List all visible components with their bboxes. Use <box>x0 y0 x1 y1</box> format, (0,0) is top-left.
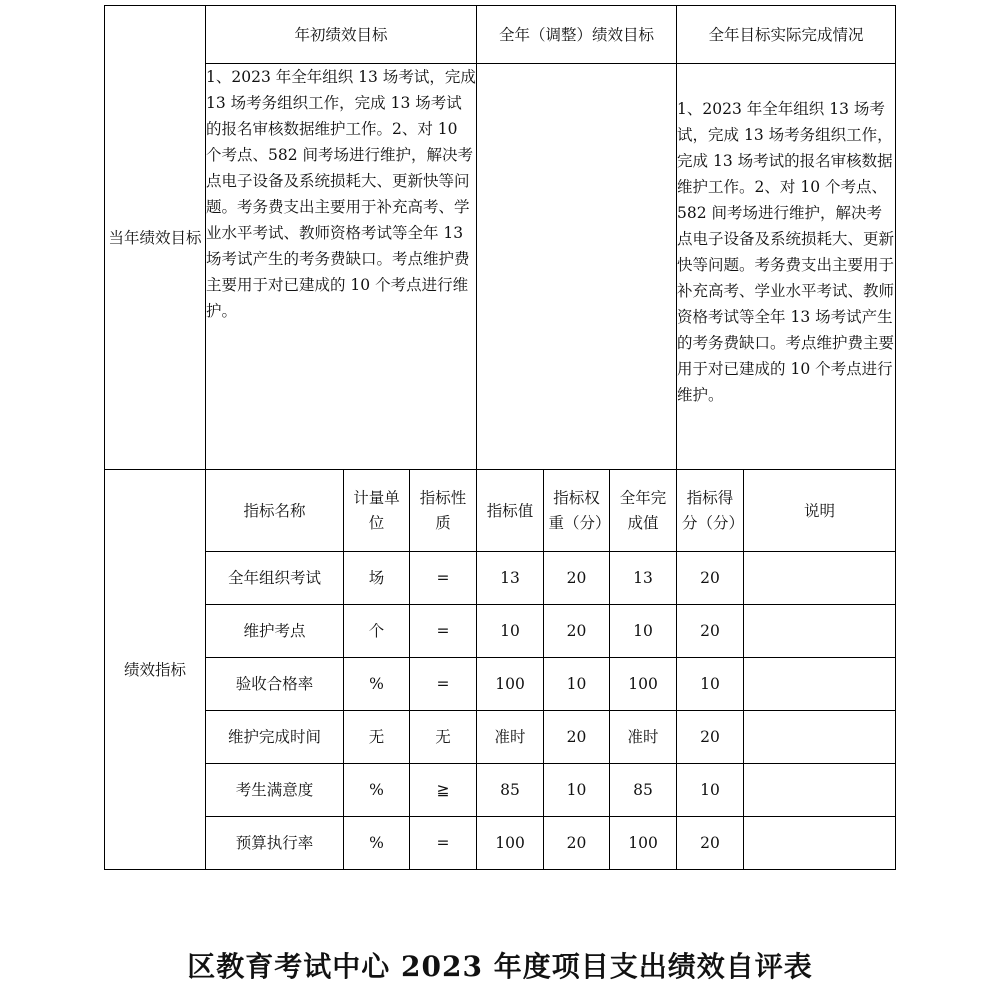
indicator-value: 100 <box>477 817 544 870</box>
indicator-note <box>744 711 896 764</box>
indicator-nature: = <box>410 605 477 658</box>
indicator-name: 维护考点 <box>206 605 344 658</box>
indicator-score: 10 <box>677 764 744 817</box>
indicator-nature: ≧ <box>410 764 477 817</box>
indicator-score: 10 <box>677 658 744 711</box>
indicator-note <box>744 817 896 870</box>
indicator-unit: 无 <box>344 711 410 764</box>
indicator-note <box>744 658 896 711</box>
indicator-note <box>744 605 896 658</box>
page-title: 区教育考试中心 2023 年度项目支出绩效自评表 <box>187 950 813 983</box>
table-row <box>105 764 896 817</box>
header-actual <box>610 470 677 552</box>
indicators-row-label: 绩效指标 <box>105 470 206 870</box>
indicator-actual: 85 <box>610 764 677 817</box>
indicator-actual: 13 <box>610 552 677 605</box>
indicator-score: 20 <box>677 817 744 870</box>
indicator-name: 预算执行率 <box>206 817 344 870</box>
header-nature-text: 指标性质 <box>419 488 467 532</box>
header-actual-text: 全年完成值 <box>619 488 667 532</box>
indicator-name: 全年组织考试 <box>206 552 344 605</box>
header-score <box>677 470 744 552</box>
indicator-score: 20 <box>677 605 744 658</box>
adjusted-goal-text <box>477 64 677 470</box>
header-score-text: 指标得分（分） <box>682 488 745 532</box>
indicator-actual: 准时 <box>610 711 677 764</box>
indicator-name: 考生满意度 <box>206 764 344 817</box>
indicator-weight: 20 <box>544 817 610 870</box>
table-row <box>105 658 896 711</box>
indicator-nature: = <box>410 817 477 870</box>
header-value: 指标值 <box>477 470 544 552</box>
header-weight <box>544 470 610 552</box>
indicator-weight: 20 <box>544 711 610 764</box>
indicator-actual: 10 <box>610 605 677 658</box>
indicator-unit: 个 <box>344 605 410 658</box>
indicator-note <box>744 764 896 817</box>
indicator-value: 10 <box>477 605 544 658</box>
indicator-weight: 10 <box>544 658 610 711</box>
table-row <box>105 817 896 870</box>
actual-completion-header: 全年目标实际完成情况 <box>677 6 896 64</box>
table-row <box>105 552 896 605</box>
header-indicator-name: 指标名称 <box>206 470 344 552</box>
indicator-weight: 10 <box>544 764 610 817</box>
adjusted-goal-header: 全年（调整）绩效目标 <box>477 6 677 64</box>
indicator-note <box>744 552 896 605</box>
header-weight-text: 指标权重（分） <box>548 488 611 532</box>
indicator-value: 100 <box>477 658 544 711</box>
table-row <box>105 605 896 658</box>
header-nature <box>410 470 477 552</box>
indicator-value: 85 <box>477 764 544 817</box>
indicator-name: 验收合格率 <box>206 658 344 711</box>
indicator-name: 维护完成时间 <box>206 711 344 764</box>
indicator-score: 20 <box>677 711 744 764</box>
header-unit-text: 计量单位 <box>353 488 400 532</box>
header-unit <box>344 470 410 552</box>
indicator-value: 13 <box>477 552 544 605</box>
indicator-value: 准时 <box>477 711 544 764</box>
indicator-score: 20 <box>677 552 744 605</box>
initial-goal-text: 1、2023 年全年组织 13 场考试，完成 13 场考务组织工作，完成 13 场考试的报名审核数据维护工作。2、对 10 个考点、582 间考场进行维护，解决考点电子设备及系统损耗大、更新快等问题。考务费支出主要用于补充高考、学业水平考试、教师资格考试等全年 13 场考试产生的考务费缺口。考点维护费主要用于对已建成的 10 个考点进行维护。 <box>206 64 477 470</box>
indicator-unit: % <box>344 658 410 711</box>
indicator-unit: 场 <box>344 552 410 605</box>
indicator-actual: 100 <box>610 817 677 870</box>
indicator-nature: 无 <box>410 711 477 764</box>
indicator-actual: 100 <box>610 658 677 711</box>
goals-row-label: 当年绩效目标 <box>105 6 206 470</box>
indicator-nature: = <box>410 552 477 605</box>
indicator-weight: 20 <box>544 552 610 605</box>
indicator-weight: 20 <box>544 605 610 658</box>
indicator-nature: = <box>410 658 477 711</box>
table-row <box>105 711 896 764</box>
header-note: 说明 <box>744 470 896 552</box>
initial-goal-header: 年初绩效目标 <box>206 6 477 64</box>
indicator-unit: % <box>344 764 410 817</box>
performance-table <box>104 5 896 870</box>
actual-completion-text: 1、2023 年全年组织 13 场考试，完成 13 场考务组织工作，完成 13 场考试的报名审核数据维护工作。2、对 10 个考点、582 间考场进行维护，解决考点电子设备及系统损耗大、更新快等问题。考务费支出主要用于补充高考、学业水平考试、教师资格考试等全年 13 场考试产生的考务费缺口。考点维护费主要用于对已建成的 10 个考点进行维护。 <box>677 64 896 470</box>
indicator-unit: % <box>344 817 410 870</box>
